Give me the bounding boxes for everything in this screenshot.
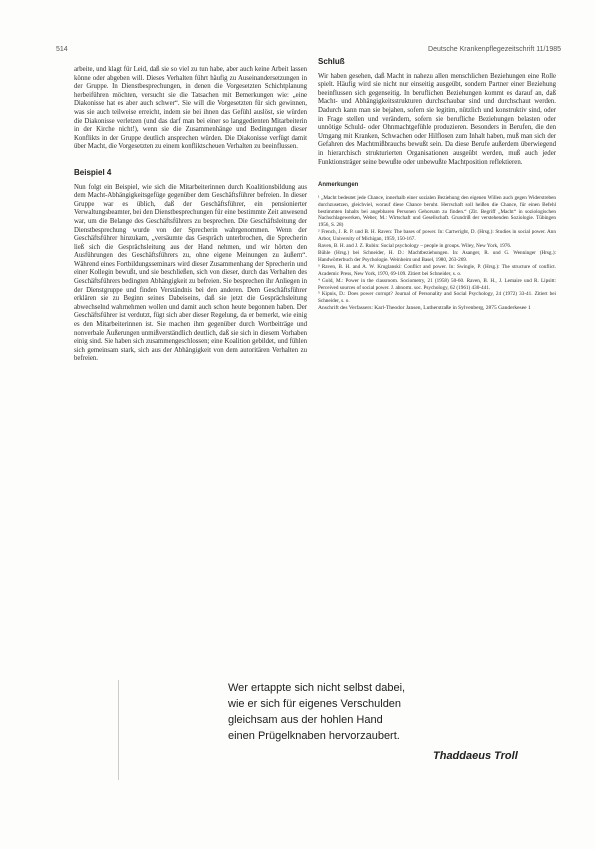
footnote: ¹ „Macht bedeutet jede Chance, innerhalb einer sozialen Beziehung den eigenen Willen auch gegen Widerstreben durchzusetzen, gleichviel, worauf diese Chance beruht. Herrschaft soll heißen die Chance, für einen Befehl bestimmten Inhalts bei angebbaren Personen Gehorsam zu finden.“ (Zit. Begriff „Macht“ in soziologischen Nachschlagewerken, Weber, M.: Wirtschaft und Gesellschaft. Grundriß der verstehenden Soziologie. Tübingen 1956, S. 28)	[318, 194, 556, 229]
quote-line: gleichsam aus der hohlen Hand	[228, 714, 383, 726]
footnote: ³ Raven, B. H. and A. W. Kruglanski: Conflict and power. In: Swingle, P. (Hrsg.): The structure of conflict. Academic Press, New York, 1970, 69-109. Zitiert bei Schneider, s. o.	[318, 263, 556, 277]
section-heading-example-4: Beispiel 4	[74, 167, 112, 177]
quote-author: Thaddaeus Troll	[433, 750, 518, 762]
quote	[228, 680, 405, 744]
intro-paragraph: arbeite, und klagt für Leid, daß sie so viel zu tun habe, aber auch keine Arbeit lassen könne oder abgeben will. Dieses Verhalten führt häufig zu Auseinandersetzungen in der Gruppe. In Dienstbesprechungen, in denen die Vorgesetzten Schichtplanung herbeiführen möchten, versucht sie die Tatsachen mit Bemerkungen wie: „eine Diakonisse hat es aber auch schwer“. Sie will die Vorgesetzten für sich gewinnen, was sie auch teilweise erreicht, indem sie bei ihnen das Gefühl auslöst, sie würden die Diakonisse verletzen (und das darf man bei einer so langgedienten Mitarbeiterin in der Kirche nicht!), wenn sie die Zusammenhänge und Bedingungen dieser Konflikts in der Gruppe deutlich ansprechen würden. Die Diakonisse verfügt damit über Macht, die Vorgesetzten zu einem konfliktscheuen Verhalten zu beeinflussen.	[74, 66, 307, 151]
footnote: Bühle (Hrsg.) bei Schneider, H. D.: Machtbeziehungen. In: Asanger, R. und G. Wenninger (Hrsg.): Handwörterbuch der Psychologie. Weinheim und Basel, 1980, 263-269.	[318, 249, 556, 263]
right-column	[318, 58, 556, 312]
footnote: ⁵ Kipnis, D.: Does power corrupt? Journal of Personality and Social Psychology, 24 (1972) 33-41. Zitiert bei Schneider, s. o.	[318, 291, 556, 305]
notes-heading: Anmerkungen	[318, 182, 359, 189]
quote-line: Wer ertappte sich nicht selbst dabei,	[228, 682, 406, 694]
example-4-paragraph: Nun folgt ein Beispiel, wie sich die Mitarbeiterinnen durch Koalitionsbildung aus dem Macht-Abhängigkeitsgefüge gegenüber dem Geschäftsführer befreien. In dieser Gruppe war es üblich, daß der Geschäftsführer, ein pensionierter Verwaltungsbeamter, bei den Dienstbesprechungen für eine bestimmte Zeit anwesend war, um die Belange des Geschäftsführers zu besprechen. Die Geschäftsleitung der Dienstbesprechung wurde von der Sprecherin wahrgenommen. Wenn der Geschäftsführer hinzukam, „versäumte das Gespräch unterbrochen, die Sprecherin ließ sich die Gesprächsleitung aus der Hand nehmen, und wir hörten den Ausführungen des Geschäftsführers zu, ohne eigene Meinungen zu äußern“. Während eines Fortbildungsseminars wird dieser Zusammenhang der Sprecherin und einer Kollegin bewußt, und sie beschließen, sich von dieser, durch das Verhalten des Geschäftsführers bedingten Abhängigkeit zu befreien. Sie besprechen ihr Anliegen in der Dienstgruppe und finden Verständnis bei den anderen. Dem Geschäftsführer erklären sie zu Beginn seines Dabeiseins, daß sie jetzt die Gesprächsleitung abwechselnd wahrnehmen wollen und damit auch schon heute begonnen haben. Der Geschäftsführer ist verdutzt, fügt sich aber dieser Regelung, da er bemerkt, wie einig es den Mitarbeiterinnen ist. Sie machen ihm gegenüber durch Wortbeiträge und nonverbale Äußerungen unmißverständlich deutlich, daß sie sich in diesem Vorhaben einig sind. Sie haben sich zusammengeschlossen; eine Koalition gebildet, und fühlen sich gemeinsam stark, sich aus der Abhängigkeit von dem autoritären Verhalten zu befreien.	[74, 183, 307, 363]
divider	[118, 680, 119, 780]
section-heading-conclusion: Schluß	[318, 57, 345, 66]
quote-line: einen Prügelknaben hervorzaubert.	[228, 730, 400, 742]
author-address: Anschrift des Verfassers: Karl-Theodor Jansen, Lutherstraße in Sylvenberg, 2875 Ganderkesee 1	[318, 305, 531, 312]
quote-box	[78, 660, 548, 800]
footnote: ⁴ Gold, M.: Power in the classroom. Sociometry, 21 (1958) 50-60. Raven, B. H., J. Lemaire und R. Lipsitt: Perceived sources of social power. J. abnorm. soc. Psychology, 62 (1961) 430-441.	[318, 277, 556, 291]
page-number: 514	[56, 46, 68, 53]
footnote: Raven, B. H. and J. Z. Rubin: Social psychology – people in groups. Wiley, New York, 1976.	[318, 243, 512, 250]
left-column	[74, 66, 307, 364]
quote-line: wie er sich für eigenes Verschulden	[228, 698, 402, 710]
journal-header: Deutsche Krankenpflegezeitschrift 11/1985	[428, 46, 561, 53]
conclusion-paragraph: Wir haben gesehen, daß Macht in nahezu allen menschlichen Beziehungen eine Rolle spielt. Häufig wird sie nicht nur einseitig ausgeübt, sondern Partner einer Beziehung beeinflussen sich gegenseitig. In beruflichen Beziehungen kommt es darauf an, daß Macht- und Abhängigkeitsstrukturen durchschaubar sind und durchschaut werden. Dadurch kann man sie bejahen, sofern sie legitim, nützlich und konstruktiv sind, oder in Frage stellen und verändern, sofern sie berufliche Beziehungen belasten oder unnötige Schuld- oder Ohnmachtgefühle produzieren. Besonders in Berufen, die den Umgang mit Kranken, Schwachen oder Hilflosen zum Inhalt haben, muß man sich der Gefahren des Machtmißbrauchs bewußt sein. Da diese Berufe außerdem überwiegend in hierarchisch strukturierten Organisationen ausgeübt werden, muß auch jeder Funktionsträger seine bewußte oder unbewußte Machtposition reflektieren.	[318, 72, 556, 166]
footnote: ² French, J. R. P. und B. H. Raven: The bases of power. In: Cartwright, D. (Hrsg.): Studies in social power. Ann Arbor, University of Michigan, 1959, 150-167.	[318, 229, 556, 243]
